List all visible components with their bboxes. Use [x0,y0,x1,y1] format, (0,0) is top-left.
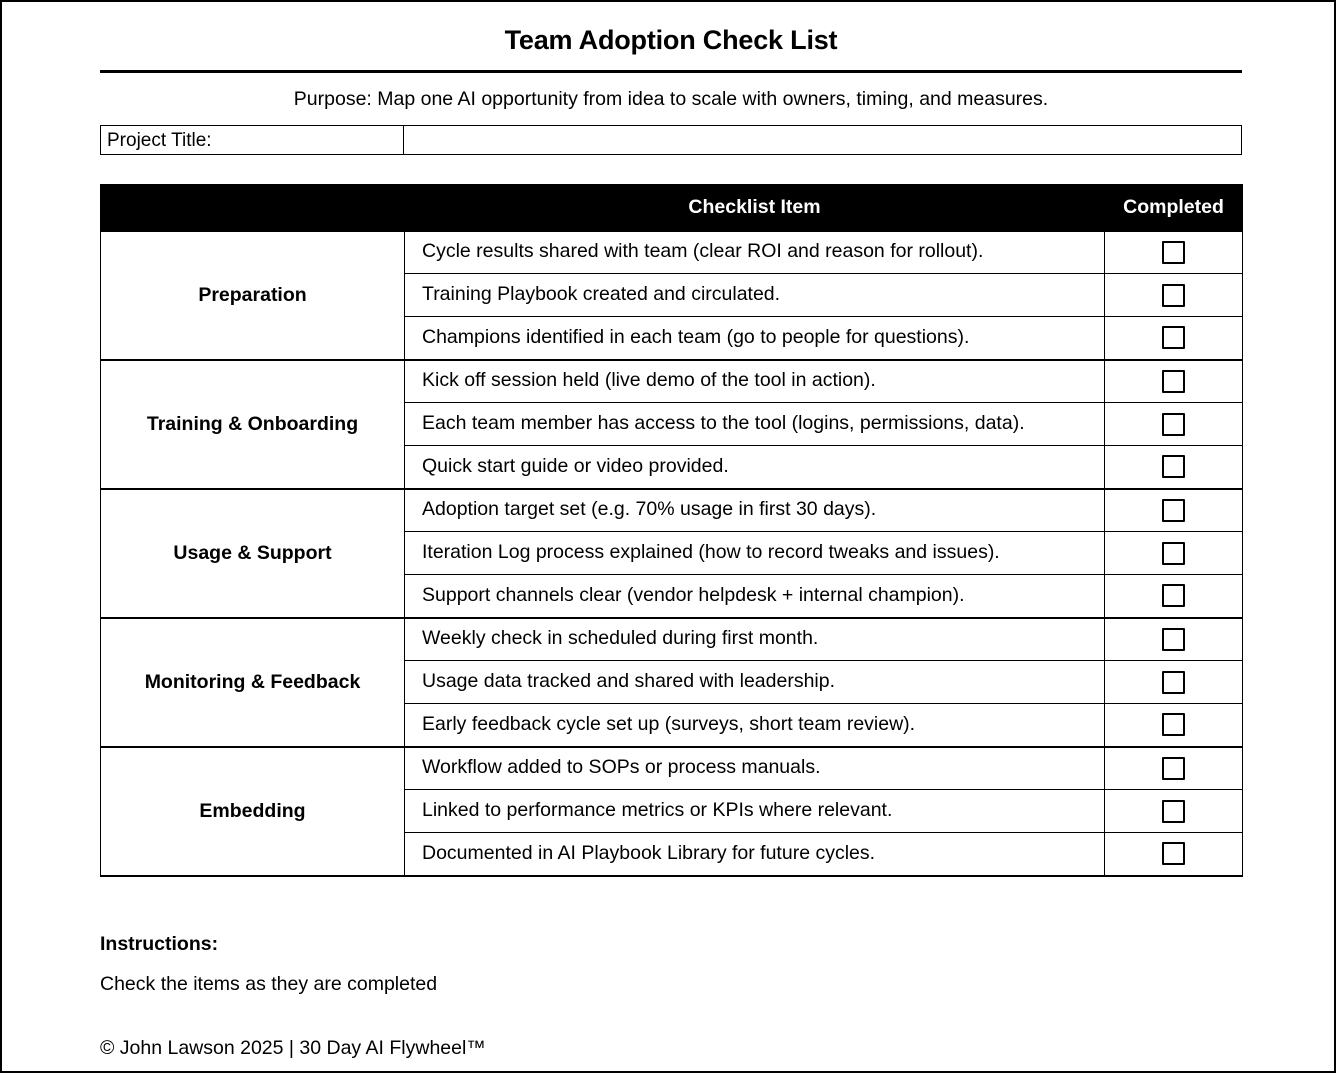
project-title-row [100,125,1242,155]
empty-checkbox-icon[interactable] [1162,542,1185,565]
empty-checkbox-icon[interactable] [1162,628,1185,651]
instructions-text: Check the items as they are completed [100,972,438,995]
checklist-item-text: Champions identified in each team (go to people for questions). [405,317,1105,360]
completed-cell [1105,532,1243,575]
purpose-statement: Purpose: Map one AI opportunity from idea to scale with owners, timing, and measures. [293,87,1049,110]
empty-checkbox-icon[interactable] [1162,370,1185,393]
checklist-table-body [101,231,1243,876]
empty-checkbox-icon[interactable] [1162,842,1185,865]
document-body [100,2,1242,1061]
completed-cell [1105,317,1243,360]
category-label: Embedding [101,747,405,876]
completed-cell [1105,403,1243,446]
checklist-item-text: Documented in AI Playbook Library for future cycles. [405,833,1105,876]
checklist-item-text: Weekly check in scheduled during first month. [405,618,1105,661]
empty-checkbox-icon[interactable] [1162,326,1185,349]
checklist-item-text: Workflow added to SOPs or process manuals. [405,747,1105,790]
checklist-item-text: Linked to performance metrics or KPIs where relevant. [405,790,1105,833]
table-header-row [101,185,1243,231]
completed-cell [1105,618,1243,661]
completed-cell [1105,747,1243,790]
project-title-input[interactable] [404,125,1242,155]
checklist-item-text: Each team member has access to the tool (logins, permissions, data). [405,403,1105,446]
empty-checkbox-icon[interactable] [1162,413,1185,436]
category-label: Preparation [101,231,405,360]
checklist-item-text: Iteration Log process explained (how to record tweaks and issues). [405,532,1105,575]
completed-cell [1105,489,1243,532]
table-row [101,360,1243,403]
checklist-item-text: Cycle results shared with team (clear ROI and reason for rollout). [405,231,1105,274]
checklist-table [100,184,1243,877]
category-label: Training & Onboarding [101,360,405,489]
empty-checkbox-icon[interactable] [1162,713,1185,736]
column-header-completed: Completed [1105,185,1243,231]
empty-checkbox-icon[interactable] [1162,499,1185,522]
completed-cell [1105,446,1243,489]
category-label: Monitoring & Feedback [101,618,405,747]
table-row [101,618,1243,661]
checklist-table-head [101,185,1243,231]
page-title: Team Adoption Check List [504,25,838,55]
completed-cell [1105,661,1243,704]
checklist-item-text: Kick off session held (live demo of the tool in action). [405,360,1105,403]
empty-checkbox-icon[interactable] [1162,241,1185,264]
completed-cell [1105,790,1243,833]
checklist-item-text: Usage data tracked and shared with leadership. [405,661,1105,704]
completed-cell [1105,360,1243,403]
empty-checkbox-icon[interactable] [1162,800,1185,823]
footer [100,932,1242,1061]
checklist-item-text: Support channels clear (vendor helpdesk + internal champion). [405,575,1105,618]
table-row [101,747,1243,790]
category-label: Usage & Support [101,489,405,618]
empty-checkbox-icon[interactable] [1162,455,1185,478]
project-title-label: Project Title: [100,125,404,155]
completed-cell [1105,704,1243,747]
completed-cell [1105,575,1243,618]
empty-checkbox-icon[interactable] [1162,757,1185,780]
column-header-category [101,185,405,231]
table-row [101,489,1243,532]
instructions-heading: Instructions: [100,932,219,955]
completed-cell [1105,231,1243,274]
empty-checkbox-icon[interactable] [1162,284,1185,307]
checklist-item-text: Quick start guide or video provided. [405,446,1105,489]
table-row [101,231,1243,274]
completed-cell [1105,833,1243,876]
empty-checkbox-icon[interactable] [1162,671,1185,694]
completed-cell [1105,274,1243,317]
checklist-item-text: Early feedback cycle set up (surveys, short team review). [405,704,1105,747]
checklist-item-text: Training Playbook created and circulated. [405,274,1105,317]
empty-checkbox-icon[interactable] [1162,584,1185,607]
copyright-notice: © John Lawson 2025 | 30 Day AI Flywheel™ [100,1037,486,1060]
column-header-checklist-item: Checklist Item [405,185,1105,231]
checklist-item-text: Adoption target set (e.g. 70% usage in first 30 days). [405,489,1105,532]
